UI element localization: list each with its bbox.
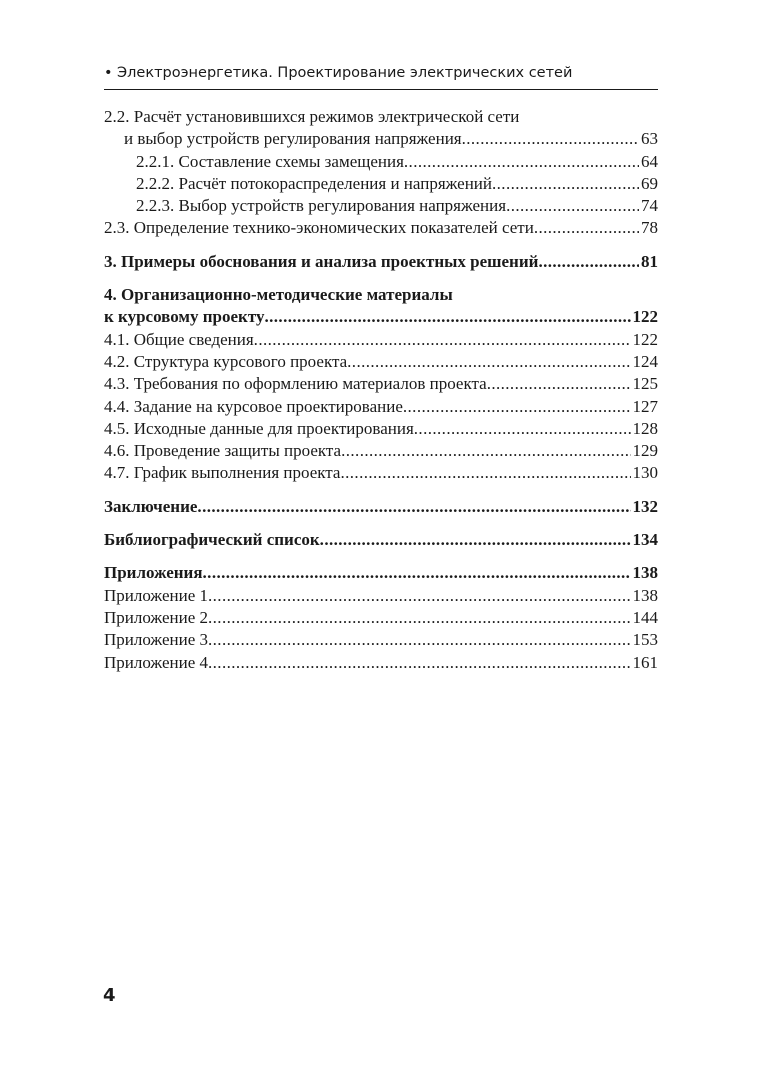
toc-page-number: 130 [632, 463, 658, 483]
dot-leader [462, 128, 639, 150]
dot-leader [208, 629, 631, 651]
toc-entry-4-6 [104, 440, 658, 462]
toc-entry-3 [104, 251, 658, 273]
toc-entry-title: 2.2.3. Выбор устройств регулирования напряжения [136, 196, 507, 216]
toc-entry-title: Приложение 1 [104, 585, 208, 605]
dot-leader [347, 351, 630, 373]
toc-entry-title: 4.4. Задание на курсовое проектирование [104, 396, 403, 416]
toc-entry-title: 4.1. Общие сведения [104, 329, 254, 349]
dot-leader [254, 329, 631, 351]
toc-entry-title: Приложения [104, 563, 203, 583]
toc-page-number: 138 [632, 563, 658, 583]
bullet-icon: • [104, 65, 113, 81]
dot-leader [487, 373, 631, 395]
toc-entry-4 [104, 306, 658, 328]
toc-page-number: 78 [641, 218, 658, 238]
toc-entry-appendix-3 [104, 629, 658, 651]
dot-leader [340, 462, 630, 484]
toc-entry-title: 2.2.1. Составление схемы замещения [136, 151, 404, 171]
dot-leader [208, 607, 631, 629]
toc-entry-title: Заключение [104, 496, 198, 516]
dot-leader [208, 652, 631, 674]
toc-page-number: 129 [632, 441, 658, 461]
dot-leader [403, 396, 631, 418]
toc-entry-2-2-2 [104, 173, 658, 195]
toc-page-number: 138 [632, 585, 658, 605]
toc-page-number: 132 [632, 496, 658, 516]
toc-page-number: 81 [641, 251, 658, 271]
toc-page-number: 161 [632, 652, 658, 672]
toc-page-number: 64 [641, 151, 658, 171]
toc-entry-title: 3. Примеры обоснования и анализа проектных решений [104, 251, 539, 271]
toc-entry-appendix-2 [104, 607, 658, 629]
running-header-title: Электроэнергетика. Проектирование электрических сетей [117, 65, 573, 81]
toc-entry-2-2-3 [104, 195, 658, 217]
toc-entry-title: к курсовому проекту [104, 307, 265, 327]
toc-entry-2-2 [104, 128, 658, 150]
running-header [104, 63, 657, 83]
page-number: 4 [103, 985, 116, 1006]
toc-entry-title: 4.7. График выполнения проекта [104, 463, 341, 483]
toc-entry-title: 4. Организационно-методические материалы [104, 285, 453, 305]
dot-leader [534, 217, 639, 239]
dot-leader [203, 562, 631, 584]
header-rule [104, 89, 658, 90]
toc-page-number: 69 [641, 173, 658, 193]
dot-leader [264, 306, 630, 328]
toc-page-number: 125 [632, 374, 658, 394]
dot-leader [320, 529, 631, 551]
toc-entry-appendix-1 [104, 585, 658, 607]
toc-entry-2-3 [104, 217, 658, 239]
toc-entry-4-line1 [104, 284, 658, 306]
toc-entry-4-2 [104, 351, 658, 373]
dot-leader [506, 195, 639, 217]
toc-entry-conclusion [104, 496, 658, 518]
toc-page-number: 134 [632, 530, 658, 550]
dot-leader [538, 251, 639, 273]
toc-page-number: 153 [632, 630, 658, 650]
dot-leader [197, 496, 630, 518]
dot-leader [492, 173, 639, 195]
toc-entry-4-3 [104, 373, 658, 395]
toc-entry-title: 2.2.2. Расчёт потокораспределения и напряжений [136, 173, 492, 193]
toc-entry-title: Библиографический список [104, 530, 320, 550]
dot-leader [414, 418, 631, 440]
toc-page-number: 127 [632, 396, 658, 416]
toc-page-number: 128 [632, 418, 658, 438]
toc-page-number: 144 [632, 607, 658, 627]
toc-page-number: 74 [641, 196, 658, 216]
toc-entry-title: 4.6. Проведение защиты проекта [104, 441, 342, 461]
dot-leader [404, 151, 639, 173]
dot-leader [208, 585, 631, 607]
toc-entry-title: Приложение 2 [104, 607, 208, 627]
toc-entry-appendix-4 [104, 652, 658, 674]
toc-entry-2-2-line1 [104, 106, 658, 128]
toc-page-number: 122 [632, 307, 658, 327]
toc-entry-title: 4.5. Исходные данные для проектирования [104, 418, 414, 438]
toc-entry-title: Приложение 3 [104, 630, 208, 650]
toc-entry-title: 2.2. Расчёт установившихся режимов электрической сети [104, 107, 520, 126]
toc-entry-4-1 [104, 329, 658, 351]
toc-page-number: 124 [632, 351, 658, 371]
toc-entry-4-5 [104, 418, 658, 440]
toc-page-number: 122 [632, 329, 658, 349]
toc-entry-bibliography [104, 529, 658, 551]
toc-entry-title: 4.2. Структура курсового проекта [104, 351, 348, 371]
toc-page-number: 63 [641, 129, 658, 149]
table-of-contents [104, 106, 658, 674]
toc-entry-4-4 [104, 396, 658, 418]
toc-entry-title: 4.3. Требования по оформлению материалов проекта [104, 374, 487, 394]
toc-entry-appendices [104, 562, 658, 584]
toc-entry-title: 2.3. Определение технико-экономических показателей сети [104, 218, 534, 238]
dot-leader [341, 440, 630, 462]
toc-entry-title: и выбор устройств регулирования напряжения [124, 129, 462, 149]
toc-entry-4-7 [104, 462, 658, 484]
toc-entry-2-2-1 [104, 151, 658, 173]
toc-entry-title: Приложение 4 [104, 652, 208, 672]
